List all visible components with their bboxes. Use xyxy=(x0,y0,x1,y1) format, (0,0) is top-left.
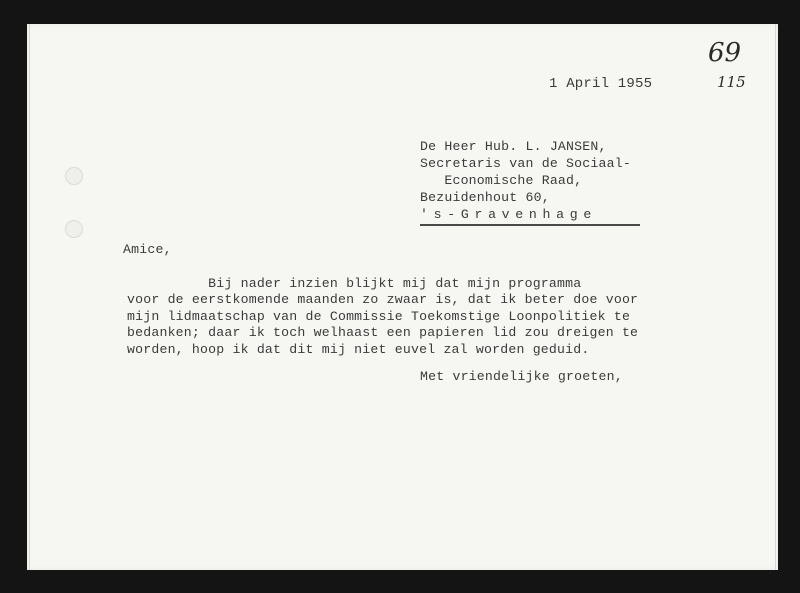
city-underline xyxy=(420,224,640,226)
address-line-organisation: Economische Raad, xyxy=(420,173,583,188)
address-line-city: 's-Gravenhage xyxy=(420,207,597,222)
body-line: Bij nader inzien blijkt mij dat mijn programma xyxy=(127,276,582,291)
body-line: bedanken; daar ik toch welhaast een papieren lid zou dreigen te xyxy=(127,325,639,340)
punch-hole xyxy=(65,220,83,238)
paper-edge xyxy=(29,24,30,570)
punch-hole xyxy=(65,167,83,185)
address-line-street: Bezuidenhout 60, xyxy=(420,190,550,205)
body-line: voor de eerstkomende maanden zo zwaar is, dat ik beter doe voor xyxy=(127,292,639,307)
letter-page xyxy=(27,24,778,570)
paper-edge xyxy=(775,24,776,570)
address-line-name: De Heer Hub. L. JANSEN, xyxy=(420,139,607,154)
letter-date: 1 April 1955 xyxy=(549,76,653,92)
body-line: worden, hoop ik dat dit mij niet euvel zal worden geduid. xyxy=(127,342,590,357)
body-line: mijn lidmaatschap van de Commissie Toekomstige Loonpolitiek te xyxy=(127,309,631,324)
handwritten-number-bottom: 115 xyxy=(717,73,746,91)
salutation: Amice, xyxy=(123,242,172,257)
handwritten-number-top: 69 xyxy=(708,38,742,68)
address-line-title: Secretaris van de Sociaal- xyxy=(420,156,631,171)
closing: Met vriendelijke groeten, xyxy=(420,369,623,384)
